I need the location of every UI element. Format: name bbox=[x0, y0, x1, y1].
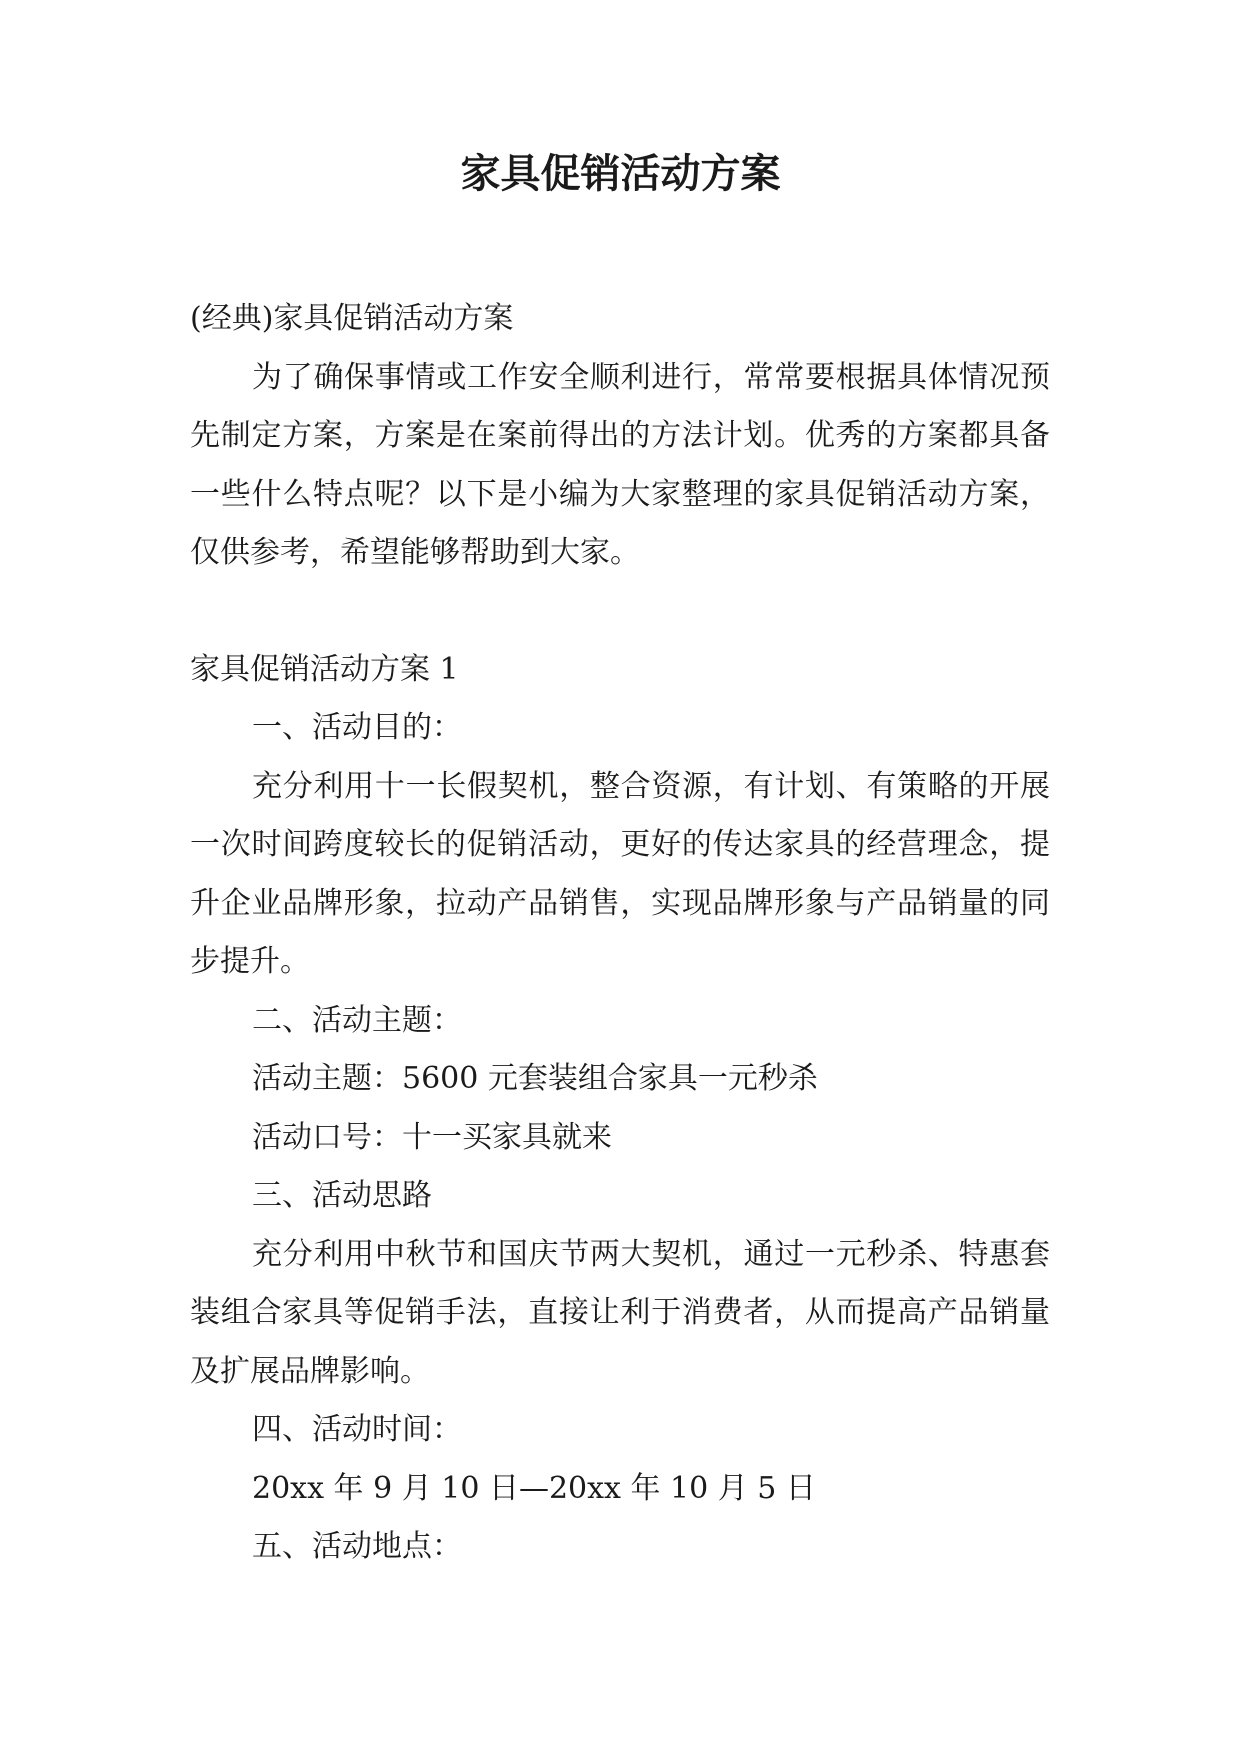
idea-paragraph: 充分利用中秋节和国庆节两大契机，通过一元秒杀、特惠套装组合家具等促销手法，直接让利于消费者，从而提高产品销量及扩展品牌影响。 bbox=[190, 1236, 1050, 1389]
time-heading: 四、活动时间： bbox=[252, 1412, 462, 1447]
place-heading: 五、活动地点： bbox=[252, 1529, 462, 1564]
intro-paragraph: 为了确保事情或工作安全顺利进行，常常要根据具体情况预先制定方案，方案是在案前得出的方法计划。优秀的方案都具备一些什么特点呢？以下是小编为大家整理的家具促销活动方案，仅供参考，希望能够帮助到大家。 bbox=[190, 359, 1050, 570]
goal-paragraph: 充分利用十一长假契机，整合资源，有计划、有策略的开展一次时间跨度较长的促销活动，更好的传达家具的经营理念，提升企业品牌形象，拉动产品销售，实现品牌形象与产品销量的同步提升。 bbox=[190, 768, 1050, 979]
slogan-line: 活动口号：十一买家具就来 bbox=[252, 1119, 612, 1155]
time-line: 20xx 年 9 月 10 日—20xx 年 10 月 5 日 bbox=[252, 1470, 816, 1506]
theme-heading: 二、活动主题： bbox=[252, 1002, 462, 1038]
goal-heading: 一、活动目的： bbox=[252, 710, 462, 745]
section-title: 家具促销活动方案 1 bbox=[190, 651, 459, 687]
document-title: 家具促销活动方案 bbox=[460, 151, 781, 197]
document-body bbox=[190, 290, 1050, 1577]
theme-line: 活动主题：5600 元套装组合家具一元秒杀 bbox=[252, 1061, 818, 1096]
section-spacer bbox=[190, 583, 1050, 641]
idea-heading: 三、活动思路 bbox=[252, 1178, 432, 1213]
document-subtitle: (经典)家具促销活动方案 bbox=[190, 301, 514, 336]
